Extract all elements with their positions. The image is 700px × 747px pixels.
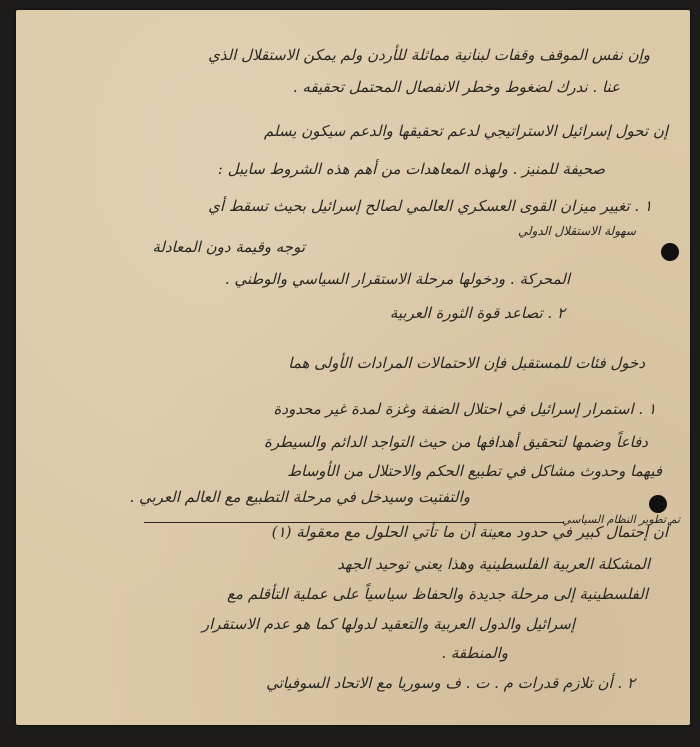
margin-note-2: تم تطوير النظام السياسي [562, 513, 680, 526]
text-line-14: أن إحتمال كبير في حدود معينة أن ما تأتي الحلول مع معقولة (١) [271, 523, 668, 541]
text-line-7: المحركة . ودخولها مرحلة الاستقرار السياسي والوطني . [224, 270, 570, 288]
text-line-18: والمنطقة . [441, 644, 508, 662]
text-line-10: ١ . استمرار إسرائيل في احتلال الضفة وغزة لمدة غير محدودة [273, 400, 656, 418]
text-line-4: صحيفة للمنيز . ولهذه المعاهدات من أهم هذه الشروط سايبل : [217, 160, 605, 178]
text-line-1: وإن نفس الموقف وقفات لبنانية مماثلة للأردن ولم يمكن الاستقلال الذي [208, 46, 650, 64]
text-line-12: فيهما وحدوث مشاكل في تطبيع الحكم والاحتلال من الأوساط [287, 462, 662, 480]
text-line-3: إن تحول إسرائيل الاستراتيجي لدعم تحقيقها والدعم سيكون يسلم [263, 122, 668, 140]
text-line-11: دفاعاً وضمها لتحقيق أهدافها من حيث التواجد الدائم والسيطرة [264, 433, 648, 451]
text-line-16: الفلسطينية إلى مرحلة جديدة والحفاظ سياسياً على عملية التأقلم مع [227, 585, 648, 603]
text-line-6: توجه وقيمة دون المعادلة [152, 238, 305, 256]
text-line-8: ٢ . تصاعد قوة الثورة العربية [389, 304, 565, 322]
text-line-19: ٢ . أن تلازم قدرات م . ت . ف وسوريا مع الاتحاد السوفياتي [266, 674, 635, 692]
text-line-9: دخول فئات للمستقبل فإن الاحتمالات المرادات الأولى هما [288, 354, 645, 372]
text-line-5: ١ . تغيير ميزان القوى العسكري العالمي لصالح إسرائيل بحيث تسقط أي [208, 197, 652, 215]
punch-hole [661, 243, 679, 261]
text-line-2: عنا . ندرك لضغوط وخطر الانفصال المحتمل تحقيقه . [292, 78, 620, 96]
punch-hole [649, 495, 667, 513]
text-line-15: المشكلة العربية الفلسطينية وهذا يعني توحيد الجهد [337, 555, 650, 573]
document-page [16, 10, 690, 725]
margin-note-1: سهولة الاستقلال الدولي [517, 224, 636, 238]
text-line-17: إسرائيل والدول العربية والتعقيد لدولها كما هو عدم الاستقرار [201, 615, 575, 633]
text-line-13: والتفتيت وسيدخل في مرحلة التطبيع مع العالم العربي . [129, 488, 470, 506]
